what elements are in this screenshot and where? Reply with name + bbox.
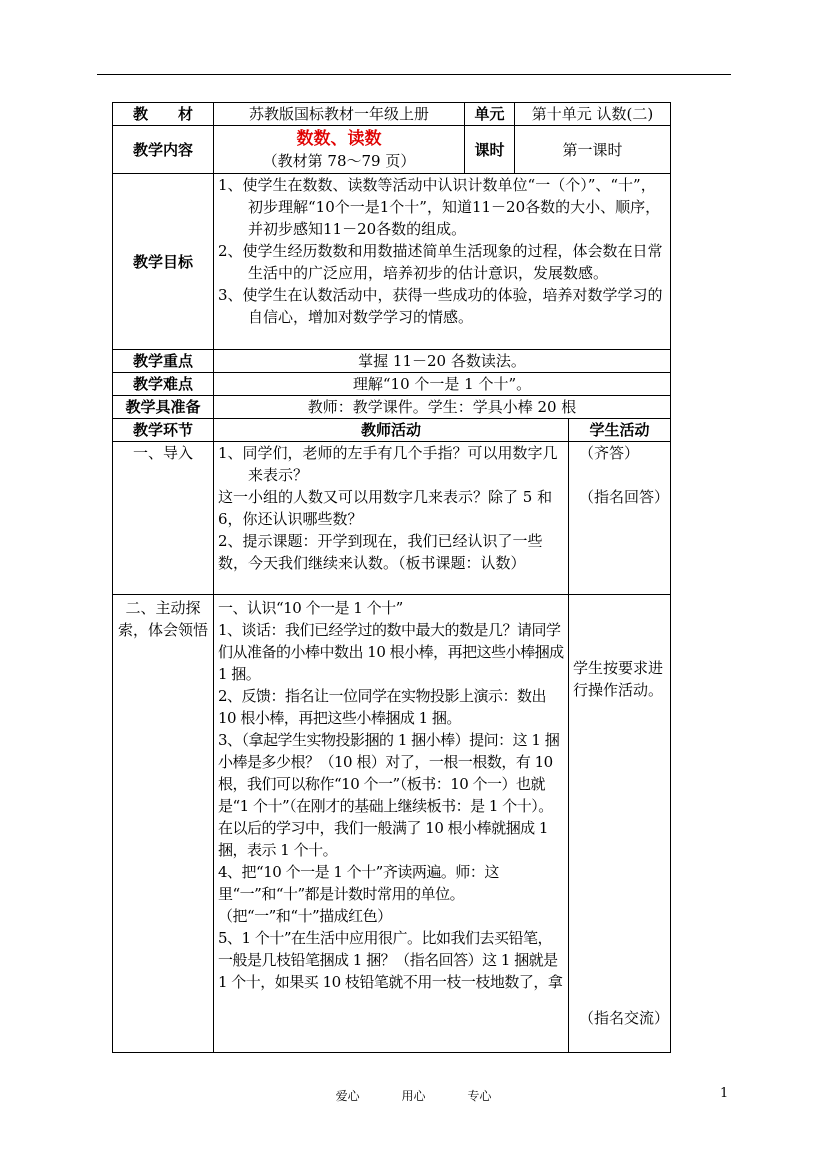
row-goals xyxy=(113,174,671,350)
row-preparation xyxy=(113,396,671,419)
footer-motto-3: 专心 xyxy=(467,1089,492,1103)
student-note: （指名回答） xyxy=(579,488,670,506)
goals-cell xyxy=(214,174,671,350)
teacher-paragraph: 4、把“10 个一是 1 个十”齐读两遍。师：这里“一”和“十”都是计数时常用的单位。（把“一”和“十”描成红色） xyxy=(218,863,499,925)
goal-item: 1、使学生在数数、读数等活动中认识计数单位“一（个）”、“十”，初步理解“10个一是1个十”，知道11－20各数的大小、顺序，并初步感知11－20各数的组成。 xyxy=(218,176,661,238)
prep-label: 教学具准备 xyxy=(113,396,214,419)
lesson-plan-table xyxy=(112,102,671,1053)
student-header: 学生活动 xyxy=(569,419,671,442)
period-label: 课时 xyxy=(465,126,515,174)
material-value: 苏教版国标教材一年级上册 xyxy=(214,103,465,126)
difficulty-label: 教学难点 xyxy=(113,373,214,396)
key-value: 掌握 11－20 各数读法。 xyxy=(214,350,671,373)
goal-item: 3、使学生在认数活动中，获得一些成功的体验，培养对数学学习的自信心，增加对数学学习的情感。 xyxy=(218,286,663,326)
explore-teacher-cell xyxy=(214,595,569,1053)
teacher-paragraph: 这一小组的人数又可以用数字几来表示？除了 5 和 6，你还认识哪些数？ xyxy=(218,488,553,528)
student-note: （齐答） xyxy=(579,444,640,462)
student-note: 学生按要求进行操作活动。 xyxy=(573,659,664,699)
teacher-paragraph: 1、同学们，老师的左手有几个手指？可以用数字几来表示？ xyxy=(218,444,558,484)
intro-student-cell xyxy=(569,442,671,595)
row-difficulty xyxy=(113,373,671,396)
explore-student-cell xyxy=(569,595,671,1053)
intro-stage: 一、导入 xyxy=(113,442,214,595)
row-explore xyxy=(113,595,671,1053)
row-key-point xyxy=(113,350,671,373)
teacher-paragraph: 1、谈话：我们已经学过的数中最大的数是几？请同学们从准备的小棒中数出 10 根小棒，再把这些小棒捆成 1 捆。 xyxy=(218,621,564,683)
row-content xyxy=(113,126,671,174)
student-note: （指名交流） xyxy=(579,1009,670,1027)
teacher-paragraph: 2、提示课题：开学到现在，我们已经认识了一些数，今天我们继续来认数。（板书课题：认数） xyxy=(218,532,543,572)
row-material xyxy=(113,103,671,126)
row-intro xyxy=(113,442,671,595)
prep-value: 教师：教学课件。学生：学具小棒 20 根 xyxy=(214,396,671,419)
teacher-paragraph: 3、（拿起学生实物投影捆的 1 捆小棒）提问：这 1 捆小棒是多少根？（10 根）对了，一根一根数，有 10 根，我们可以称作“10 个一”（板书：10 个一）也就是“1 个十”（在刚才的基础上继续板书：是 1 个十）。在以后的学习中，我们一般满了 10 根小棒就捆成 1 捆，表示 1 个十。 xyxy=(218,731,560,859)
material-label: 教 材 xyxy=(113,103,214,126)
footer-motto-1: 爱心 xyxy=(335,1089,360,1103)
difficulty-value: 理解“10 个一是 1 个十”。 xyxy=(214,373,671,396)
content-cell xyxy=(214,126,465,174)
teacher-header: 教师活动 xyxy=(214,419,569,442)
content-pages: （教材第 78～79 页） xyxy=(262,151,416,170)
footer-motto xyxy=(0,1087,827,1104)
key-label: 教学重点 xyxy=(113,350,214,373)
period-value: 第一课时 xyxy=(515,126,671,174)
teacher-paragraph: 5、1 个十”在生活中应用很广。比如我们去买铅笔，一般是几枝铅笔捆成 1 捆？（指名回答）这 1 捆就是 1 个十，如果买 10 枝铅笔就不用一枝一枝地数了，拿 xyxy=(218,929,563,991)
header-rule xyxy=(97,74,731,75)
unit-label: 单元 xyxy=(465,103,515,126)
row-activity-header xyxy=(113,419,671,442)
explore-stage: 二、主动探索，体会领悟 xyxy=(113,595,214,1053)
footer-motto-2: 用心 xyxy=(401,1089,426,1103)
content-title: 数数、读数 xyxy=(296,128,382,149)
teacher-paragraph: 2、反馈：指名让一位同学在实物投影上演示：数出 10 根小棒，再把这些小棒捆成 1 捆。 xyxy=(218,687,547,727)
stage-header: 教学环节 xyxy=(113,419,214,442)
page-number: 1 xyxy=(720,1086,729,1101)
teacher-paragraph: 一、认识“10 个一是 1 个十” xyxy=(218,599,403,617)
goals-label: 教学目标 xyxy=(113,174,214,350)
unit-value: 第十单元 认数(二) xyxy=(515,103,671,126)
goal-item: 2、使学生经历数数和用数描述简单生活现象的过程，体会数在日常生活中的广泛应用，培养初步的估计意识，发展数感。 xyxy=(218,242,663,282)
intro-teacher-cell xyxy=(214,442,569,595)
content-label: 教学内容 xyxy=(113,126,214,174)
